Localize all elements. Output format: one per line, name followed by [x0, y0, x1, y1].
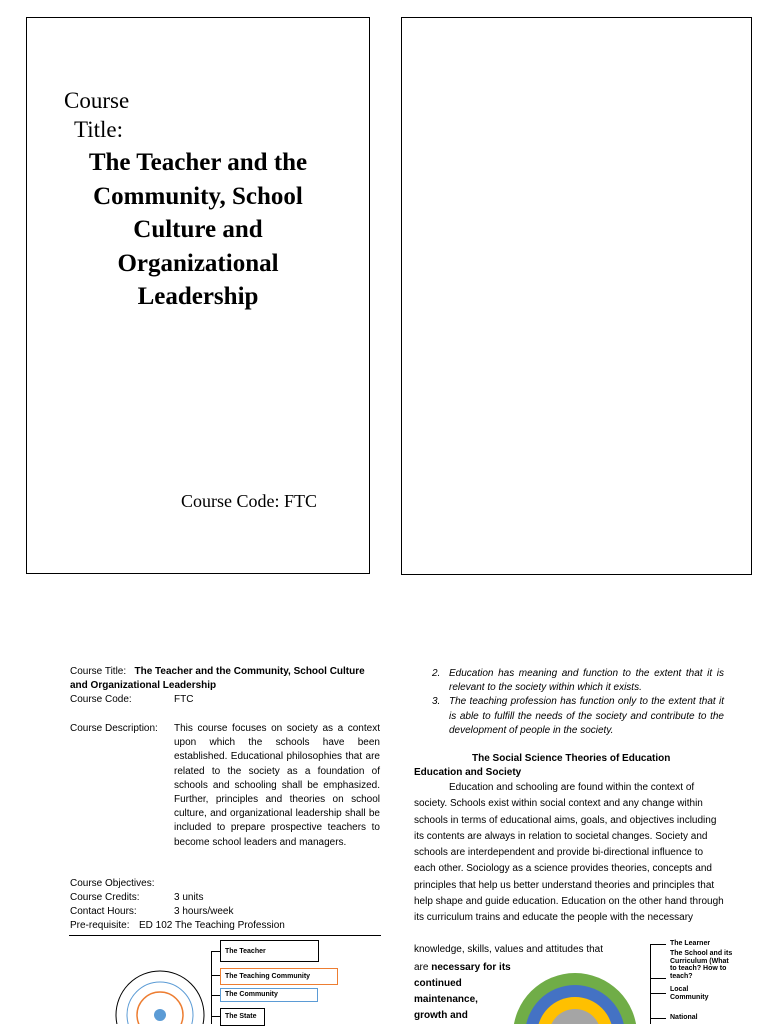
legend-text: National	[670, 1014, 698, 1021]
body-text	[414, 780, 724, 927]
hours-label: Contact Hours:	[70, 906, 137, 917]
divider	[69, 935, 381, 936]
course-title-value-2: and Organizational Leadership	[70, 680, 217, 692]
list-number: 3.	[432, 696, 441, 708]
credits-label: Course Credits:	[70, 892, 140, 903]
prereq-label: Pre-requisite:	[70, 920, 130, 931]
label-the-teacher: The Teacher	[220, 940, 319, 962]
tick-4	[211, 1016, 220, 1017]
course-label-line1: Course	[64, 88, 130, 113]
paragraph: Education and schooling are found within the context of society. Schools exist within social context and any change within schools in terms of educational aims, goals, and objectives including its contents are always in relation to societal changes. Society and schools are interdependent and provide bi-directional influence to each other. Sociology as a science provides theories, concepts and principles that help us better understand theories and principles that help shape and guide education. Education on the other hand through its curriculum trains and educate the people with the necessary	[414, 782, 724, 924]
credits-value: 3 units	[174, 892, 204, 903]
concentric-diagram	[110, 960, 220, 1024]
course-title-value-1: The Teacher and the Community, School Culture	[134, 666, 365, 677]
description-label: Course Description:	[70, 723, 158, 734]
list-text: The teaching profession has function only to the extent that it is able to fulfill the needs of the society and contribute to the development of people in the society.	[449, 696, 724, 736]
label-teaching-community: The Teaching Community	[220, 968, 338, 985]
description-text: This course focuses on society as a context upon which the schools have been established. Educational philosophies that are related to the society as a foundation of schools and schooling shall be emphasized. Further, principles and theories on school culture, and organizational leadership shall be included to prepare prospective teachers to become school leaders and managers.	[174, 723, 380, 848]
diagram-connector	[211, 951, 212, 1024]
core-teacher	[154, 1009, 166, 1021]
cover-title: The Teacher and the Community, School Culture and Organizational Leadership	[88, 149, 308, 310]
ring-diagram	[505, 965, 645, 1024]
prereq-value: ED 102 The Teaching Profession	[139, 920, 285, 931]
list-number: 2.	[432, 668, 441, 679]
label-state: The State	[220, 1008, 265, 1026]
tick-3	[211, 995, 220, 996]
legend-text: The Learner	[670, 940, 711, 947]
tick-1	[211, 951, 220, 952]
section-title: The Social Science Theories of Education	[472, 753, 671, 764]
label-community: The Community	[220, 988, 318, 1002]
cover-page	[26, 17, 370, 574]
legend-text: Local Community	[670, 986, 709, 1001]
wrap-text	[414, 960, 514, 1024]
blank-page	[401, 17, 752, 575]
subsection-title: Education and Society	[414, 767, 522, 778]
list-item	[432, 667, 724, 695]
line-b-bold: necessary for its	[431, 962, 511, 973]
list-item	[432, 695, 724, 738]
course-code-label: Course Code:	[70, 694, 132, 705]
line-e: growth and	[414, 1010, 468, 1021]
hours-value: 3 hours/week	[174, 906, 234, 917]
cover-course-label	[64, 86, 129, 144]
line-b-pre: are	[414, 962, 432, 973]
line-a: knowledge, skills, values and attitudes that	[414, 944, 603, 955]
tick-2	[211, 975, 220, 976]
legend-text: The School and its Curriculum (What to teach? How to teach?	[670, 950, 733, 980]
line-d: maintenance,	[414, 994, 478, 1005]
cover-course-code: Course Code: FTC	[181, 491, 318, 511]
line-c: continued	[414, 978, 462, 989]
course-label-line2: Title:	[74, 117, 124, 142]
course-title-label: Course Title:	[70, 666, 127, 677]
legend-connector	[650, 944, 651, 1024]
objectives-label: Course Objectives:	[70, 878, 155, 889]
numbered-list	[432, 667, 724, 738]
course-title-block	[70, 665, 382, 693]
course-code-value: FTC	[174, 694, 194, 705]
list-text: Education has meaning and function to the extent that it is relevant to the society within which it exists.	[449, 668, 724, 694]
